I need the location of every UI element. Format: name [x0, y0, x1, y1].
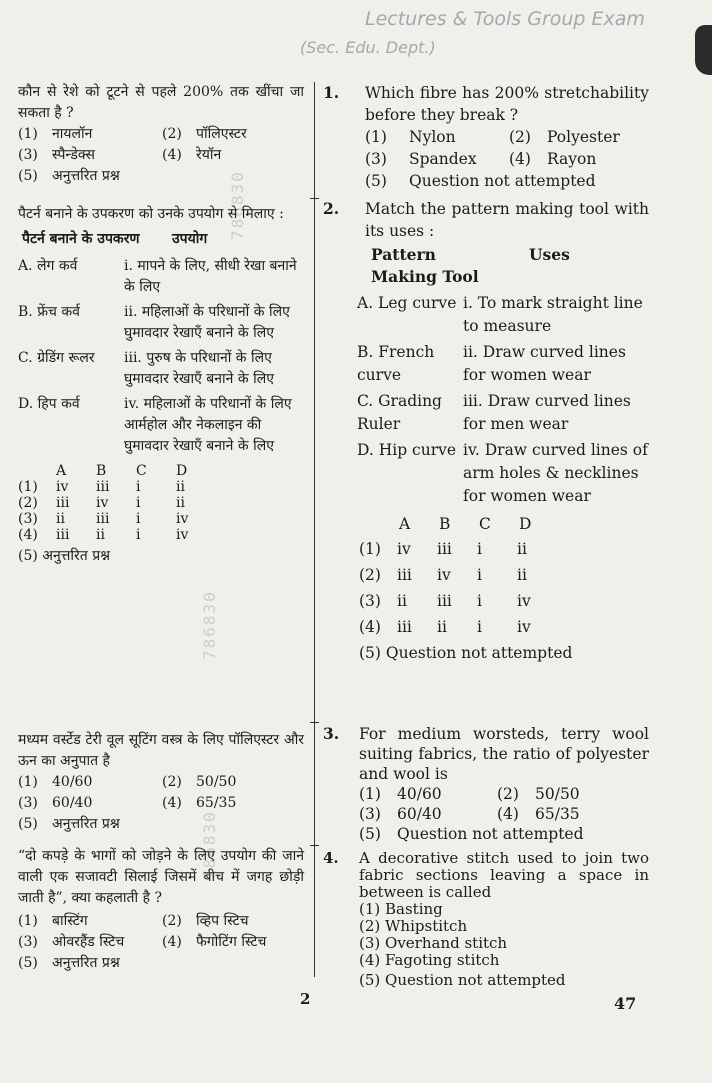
handwritten-note: Lectures & Tools Group Exam [365, 8, 645, 30]
match-row: C. Grading Ruler iii. Draw curved lines for men wear [357, 392, 631, 433]
question-number: 2. [323, 199, 340, 218]
page-number-right: 47 [614, 994, 637, 1013]
english-question-2 [323, 198, 649, 666]
option-row: (1) बास्टिंग (2) व्हिप स्टिच [18, 913, 249, 929]
question-number: 4. [323, 849, 339, 867]
answer-option: (1) iv iii i ii [18, 479, 185, 495]
question-text: मध्यम वर्स्टेड टेरी वूल सूटिंग वस्त्र के लिए पॉलिएस्टर और ऊन का अनुपात है [18, 732, 304, 769]
question-text: For medium worsteds, terry wool suiting fabrics, the ratio of polyester and wool is [359, 725, 649, 783]
english-question-4 [323, 850, 649, 989]
option-row: (5) अनुत्तरित प्रश्न [18, 955, 120, 971]
question-text: कौन से रेशे को टूटने से पहले 200% तक खींचा जा सकता है ? [18, 84, 304, 121]
option-row: (3) 60/40 (4) 65/35 [359, 805, 580, 823]
question-number: 1. [323, 83, 340, 102]
option-row: (1) नायलॉन (2) पॉलिएस्टर [18, 126, 247, 142]
answer-head: A B C D [56, 463, 188, 479]
answer-option: (1) iv iii i ii [359, 540, 527, 558]
divider-tick [310, 198, 319, 199]
question-text: “दो कपड़े के भागों को जोड़ने के लिए उपयोग की जाने वाली एक सजावटी सिलाई जिसमें बीच में जगह छोड़ी जाती है”, क्या कहलाती है ? [18, 848, 304, 906]
question-text: पैटर्न बनाने के उपकरण को उनके उपयोग से मिलाए : [18, 206, 284, 222]
english-question-3 [323, 724, 649, 844]
match-row: D. हिप कर्व iv. महिलाओं के परिधानों के लिए आर्महोल और नेकलाइन की घुमावदार रेखाएँ बनाने के लिए [18, 396, 292, 454]
page-number-center: 2 [300, 990, 311, 1008]
question-number: 3. [323, 724, 340, 743]
hindi-question-3 [18, 730, 304, 835]
match-row: C. ग्रेडिंग रूलर iii. पुरुष के परिधानों के लिए घुमावदार रेखाएँ बनाने के लिए [18, 350, 274, 387]
question-text: Which fibre has 200% stretchability before they break ? [365, 84, 649, 124]
match-row: B. फ्रेंच कर्व ii. महिलाओं के परिधानों के लिए घुमावदार रेखाएँ बनाने के लिए [18, 304, 290, 341]
divider-tick [310, 722, 319, 723]
hindi-question-1 [18, 82, 304, 187]
option-row: (5) Question not attempted [359, 825, 584, 843]
page-corner-shadow [695, 25, 712, 75]
hindi-question-2 [18, 204, 304, 567]
english-question-1 [323, 82, 649, 192]
option: (2) Whipstitch [359, 917, 468, 935]
hindi-question-4 [18, 846, 304, 974]
match-row: A. Leg curve i. To mark straight line to measure [357, 294, 643, 335]
option-row: (5) Question not attempted [365, 172, 596, 190]
answer-option: (2) iii iv i ii [359, 566, 527, 584]
watermark: 786830 [200, 810, 219, 880]
match-row: D. Hip curve iv. Draw curved lines of arm holes & necklines for women wear [357, 441, 648, 505]
option: (1) Basting [359, 900, 443, 918]
question-text: A decorative stitch used to join two fabric sections leaving a space in between is called [359, 849, 649, 901]
option-row: (3) Spandex (4) Rayon [365, 150, 597, 168]
option: (4) Fagoting stitch [359, 951, 500, 969]
option-row: (3) 60/40 (4) 65/35 [18, 795, 237, 811]
option: (3) Overhand stitch [359, 934, 508, 952]
watermark: 786830 [200, 590, 219, 660]
match-row: A. लेग कर्व i. मापने के लिए, सीधी रेखा बनाने के लिए [18, 258, 297, 295]
match-row: B. French curve ii. Draw curved lines for women wear [357, 343, 626, 384]
watermark: 786830 [228, 170, 247, 240]
match-table-head: Pattern Making Tool Uses [371, 245, 570, 286]
option-row: (3) स्पैन्डेक्स (4) रेयॉन [18, 147, 222, 163]
answer-option: (3) ii iii i iv [18, 511, 189, 527]
handwritten-note-2: (Sec. Edu. Dept.) [300, 38, 436, 57]
answer-option: (4) iii ii i iv [18, 527, 189, 543]
option-row: (1) Nylon (2) Polyester [365, 128, 620, 146]
match-table-head: पैटर्न बनाने के उपकरण उपयोग [22, 231, 208, 247]
option-row: (3) ओवरहैंड स्टिच (4) फैगोटिंग स्टिच [18, 934, 267, 950]
option-row: (1) 40/60 (2) 50/50 [18, 774, 237, 790]
option-row: (1) 40/60 (2) 50/50 [359, 785, 580, 803]
answer-option: (4) iii ii i iv [359, 618, 531, 636]
answer-option: (3) ii iii i iv [359, 592, 531, 610]
question-text: Match the pattern making tool with its uses : [365, 200, 649, 240]
option: (5) Question not attempted [359, 971, 566, 989]
column-divider [314, 82, 315, 977]
answer-option: (2) iii iv i ii [18, 495, 185, 511]
answer-head: A B C D [399, 515, 532, 533]
divider-tick [310, 845, 319, 846]
option-row: (5) अनुत्तरित प्रश्न [18, 816, 120, 832]
answer-option-5: (5) Question not attempted [359, 644, 573, 662]
answer-option-5: (5) अनुत्तरित प्रश्न [18, 548, 111, 564]
option-row: (5) अनुत्तरित प्रश्न [18, 168, 120, 184]
